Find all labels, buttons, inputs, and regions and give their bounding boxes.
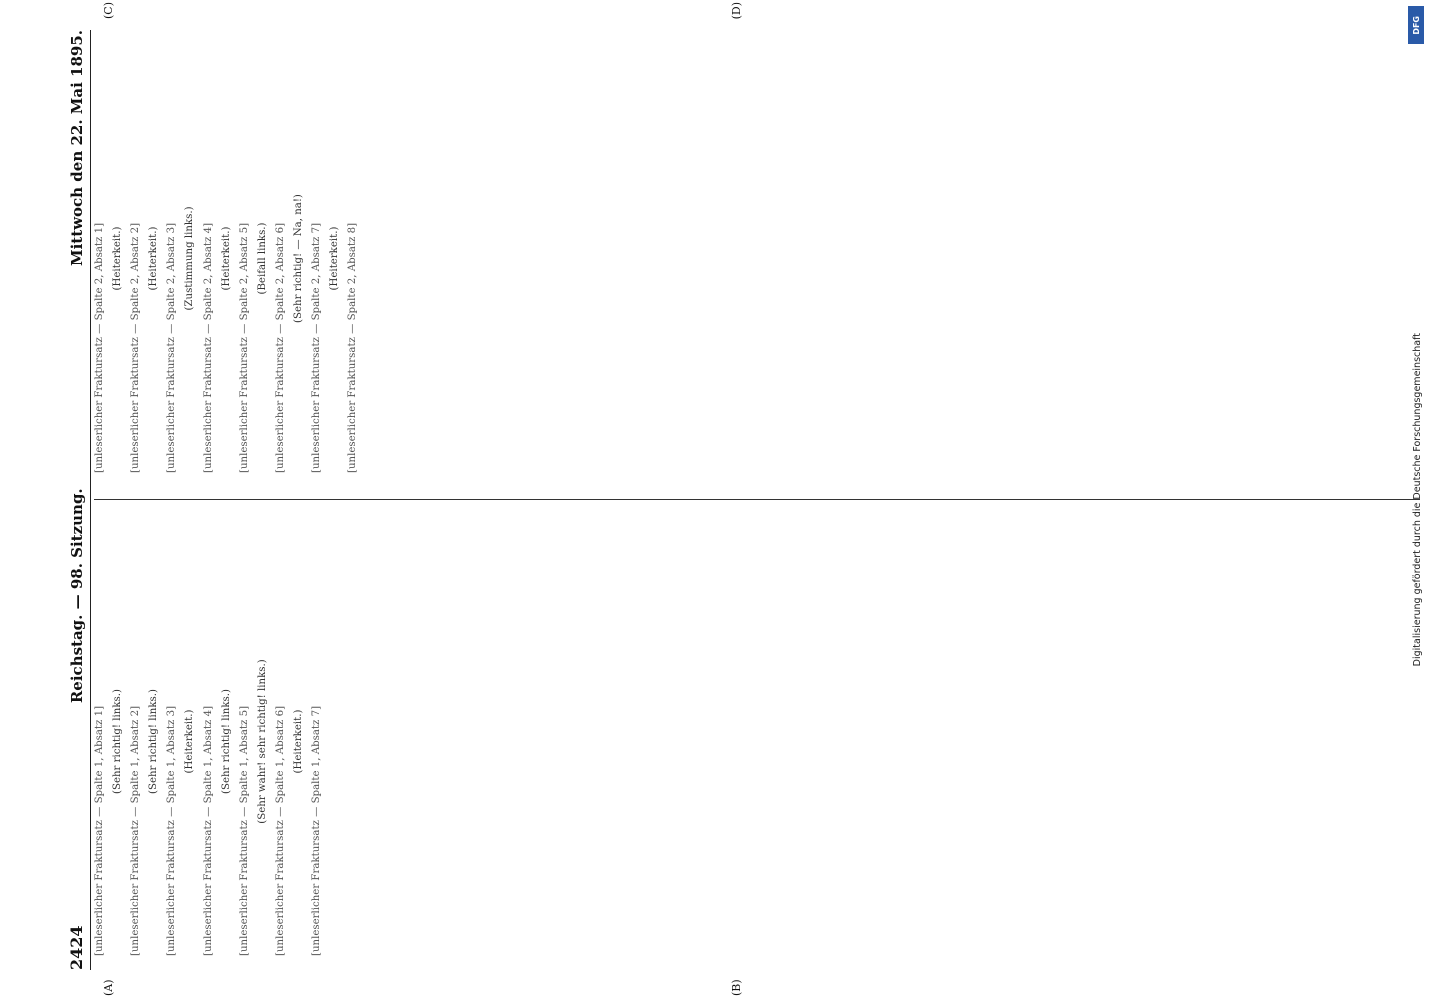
interjection: (Heiterkeit.) [329,226,341,291]
margin-marker-c: (C) [102,2,115,19]
interjection: (Sehr richtig! — Na, na!) [293,194,305,323]
paragraph: [unleserlicher Fraktursatz — Spalte 1, Absatz 3] [166,705,178,956]
document-page [50,0,1430,1000]
paragraph: [unleserlicher Fraktursatz — Spalte 1, Absatz 7] [311,705,323,956]
paragraph: [unleserlicher Fraktursatz — Spalte 2, Absatz 1] [94,222,105,473]
interjection: (Heiterkeit.) [220,226,232,291]
interjection: (Heiterkeit.) [148,226,160,291]
text-column-right [94,30,1420,487]
paragraph: [unleserlicher Fraktursatz — Spalte 1, Absatz 2] [130,705,142,956]
text-column-left [94,513,1420,970]
interjection: (Zustimmung links.) [184,206,196,311]
page-number: 2424 [67,925,86,970]
paragraph: [unleserlicher Fraktursatz — Spalte 2, Absatz 2] [130,222,142,473]
paragraph: [unleserlicher Fraktursatz — Spalte 2, Absatz 4] [202,222,214,473]
interjection: (Sehr richtig! links.) [112,689,124,794]
paragraph: [unleserlicher Fraktursatz — Spalte 2, Absatz 7] [311,222,323,473]
interjection: (Heiterkeit.) [112,226,124,291]
margin-marker-a: (A) [102,979,115,996]
paragraph: [unleserlicher Fraktursatz — Spalte 1, Absatz 1] [94,705,105,956]
page-header [56,30,91,970]
paragraph: [unleserlicher Fraktursatz — Spalte 1, Absatz 4] [202,705,214,956]
margin-marker-b: (B) [730,979,743,996]
paragraph: [unleserlicher Fraktursatz — Spalte 1, Absatz 5] [238,705,250,956]
session-date: Mittwoch den 22. Mai 1895. [68,30,86,267]
interjection: (Heiterkeit.) [184,709,196,774]
interjection: (Sehr richtig! links.) [220,689,232,794]
session-title: Reichstag. — 98. Sitzung. [68,488,86,704]
margin-marker-d: (D) [730,2,743,20]
interjection: (Sehr richtig! links.) [148,689,160,794]
interjection: (Heiterkeit.) [293,709,305,774]
credit-text: Digitalisierung gefördert durch die Deutsche Forschungsgemeinschaft [1411,333,1423,667]
paragraph: [unleserlicher Fraktursatz — Spalte 2, Absatz 6] [274,222,286,473]
dfg-logo-text: DFG [1411,15,1421,35]
dfg-logo [1408,6,1424,44]
paragraph: [unleserlicher Fraktursatz — Spalte 2, Absatz 5] [238,222,250,473]
interjection: (Beifall links.) [256,222,268,295]
digitization-credit [1406,6,1428,994]
paragraph: [unleserlicher Fraktursatz — Spalte 2, Absatz 3] [166,222,178,473]
text-columns [94,30,1420,970]
paragraph: [unleserlicher Fraktursatz — Spalte 1, Absatz 6] [274,705,286,956]
interjection: (Sehr wahr! sehr richtig! links.) [256,659,268,824]
paragraph: [unleserlicher Fraktursatz — Spalte 2, Absatz 8] [347,222,359,473]
